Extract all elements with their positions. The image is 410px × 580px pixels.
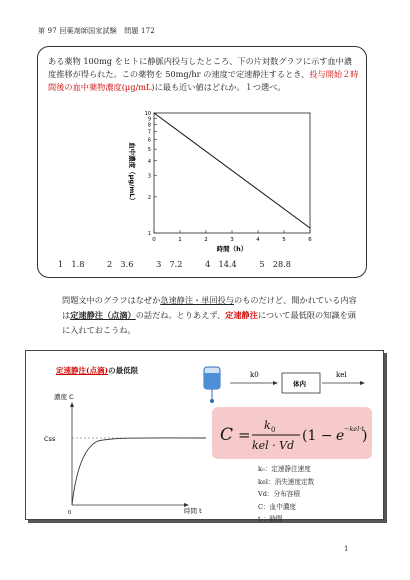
question-text <box>48 55 360 94</box>
x-tick-label: 3 <box>230 237 234 243</box>
y-tick-label: 7 <box>147 129 151 136</box>
y-tick-label: 5 <box>147 147 151 154</box>
note-p3: の話だね。とりあえず、 <box>135 310 226 320</box>
semilog-chart-svg <box>118 107 318 255</box>
y-tick-label: 1 <box>147 231 151 237</box>
legend-t: t ：時間 <box>258 515 283 523</box>
infusion-curve <box>36 375 206 520</box>
conc-axis-label: 濃度 C <box>54 393 74 401</box>
kel-label: kel <box>336 371 347 379</box>
body-label: 体内 <box>293 380 306 388</box>
legend-kel: kel：消失速度定数 <box>258 477 315 486</box>
choice-3[interactable]: 3 7.2 <box>156 259 183 269</box>
svg-text:C: C <box>220 425 234 445</box>
question-box <box>37 46 367 278</box>
x-tick-label: 5 <box>282 237 286 243</box>
note-p2-bold: 定速静注（点滴） <box>70 310 136 320</box>
choice-5[interactable]: 5 28.8 <box>259 259 291 269</box>
choice-2[interactable]: 2 3.6 <box>107 259 134 269</box>
note-p1: 問題文中のグラフはなぜか <box>62 295 161 305</box>
symbol-legend <box>258 463 314 526</box>
y-tick-label: 3 <box>147 173 151 180</box>
drip-icon <box>210 399 214 403</box>
choice-4[interactable]: 4 14.4 <box>205 259 237 269</box>
svg-text:0: 0 <box>271 426 276 434</box>
semilog-chart <box>118 107 318 259</box>
note-p4: について最低限の知識を頭に入れておこうね。 <box>62 310 356 335</box>
conc-axis-arrow <box>70 402 74 407</box>
legend-vd: Vd：分布容積 <box>258 490 300 498</box>
y-tick-label: 4 <box>147 158 151 165</box>
question-text-a: ある薬物 100mg をヒトに静脈内投与したところ、下の片対数グラフに示す血中濃度推移が得られた。この薬物を 50mg/hr の速度で定速静注するとき、 <box>48 56 353 79</box>
x-tick-label: 4 <box>256 237 260 243</box>
question-text-red: 投与開始２時間後の血中薬物濃度(μg/mL) <box>48 69 359 92</box>
x-tick-label: 0 <box>152 237 156 243</box>
svg-text:(1 −: (1 − <box>302 428 333 444</box>
concentration-line <box>154 113 310 228</box>
page-number: 1 <box>344 545 349 553</box>
svg-text:e: e <box>336 428 345 444</box>
y-tick-label: 9 <box>147 116 151 123</box>
y-tick-label: 10 <box>144 111 151 117</box>
answer-choices <box>58 259 311 270</box>
css-label: Css <box>44 435 56 443</box>
svg-text:=: = <box>238 426 251 444</box>
review-box <box>25 350 384 523</box>
svg-text:kel · Vd: kel · Vd <box>252 439 295 452</box>
origin-label: 0 <box>68 510 72 516</box>
plot-frame <box>154 113 310 233</box>
legend-k0: k₀：定速静注速度 <box>258 465 311 473</box>
note-p2: のものだけど、聞かれている内容は <box>62 295 357 320</box>
svg-text:): ) <box>362 428 368 444</box>
y-tick-label: 2 <box>147 194 151 201</box>
time-axis-label: 時間 t <box>184 507 202 515</box>
iv-bag-fluid-icon <box>204 373 220 389</box>
page-header: 第 97 回薬剤師国家試験 問題 172 <box>38 27 155 35</box>
formula-svg <box>212 407 372 459</box>
x-tick-label: 6 <box>308 237 312 243</box>
y-axis-label: 血中濃度（μg/mL） <box>128 142 136 204</box>
svg-text:k: k <box>264 419 271 432</box>
x-axis-label: 時間（h） <box>216 245 248 253</box>
x-tick-label: 1 <box>178 237 182 243</box>
flow-diagram <box>202 365 372 407</box>
review-title-red: 定速静注(点滴) <box>56 366 109 375</box>
k0-label: k0 <box>250 371 259 379</box>
commentary <box>62 293 362 338</box>
note-p3-red: 定速静注 <box>225 310 258 320</box>
note-p1-underline: 急速静注・単回投与 <box>160 295 234 305</box>
svg-text:−kel·t: −kel·t <box>344 425 364 433</box>
infusion-curve-line <box>72 438 206 505</box>
review-title-rest: の最低限 <box>108 366 139 375</box>
question-text-b: に最も近い値はどれか。１つ選べ。 <box>154 82 286 92</box>
choice-1[interactable]: 1 1.8 <box>58 259 85 269</box>
legend-c: C：血中濃度 <box>258 502 297 511</box>
y-tick-label: 6 <box>147 137 151 144</box>
x-tick-label: 2 <box>204 237 208 243</box>
y-tick-label: 8 <box>147 122 151 129</box>
infusion-formula <box>212 407 372 459</box>
